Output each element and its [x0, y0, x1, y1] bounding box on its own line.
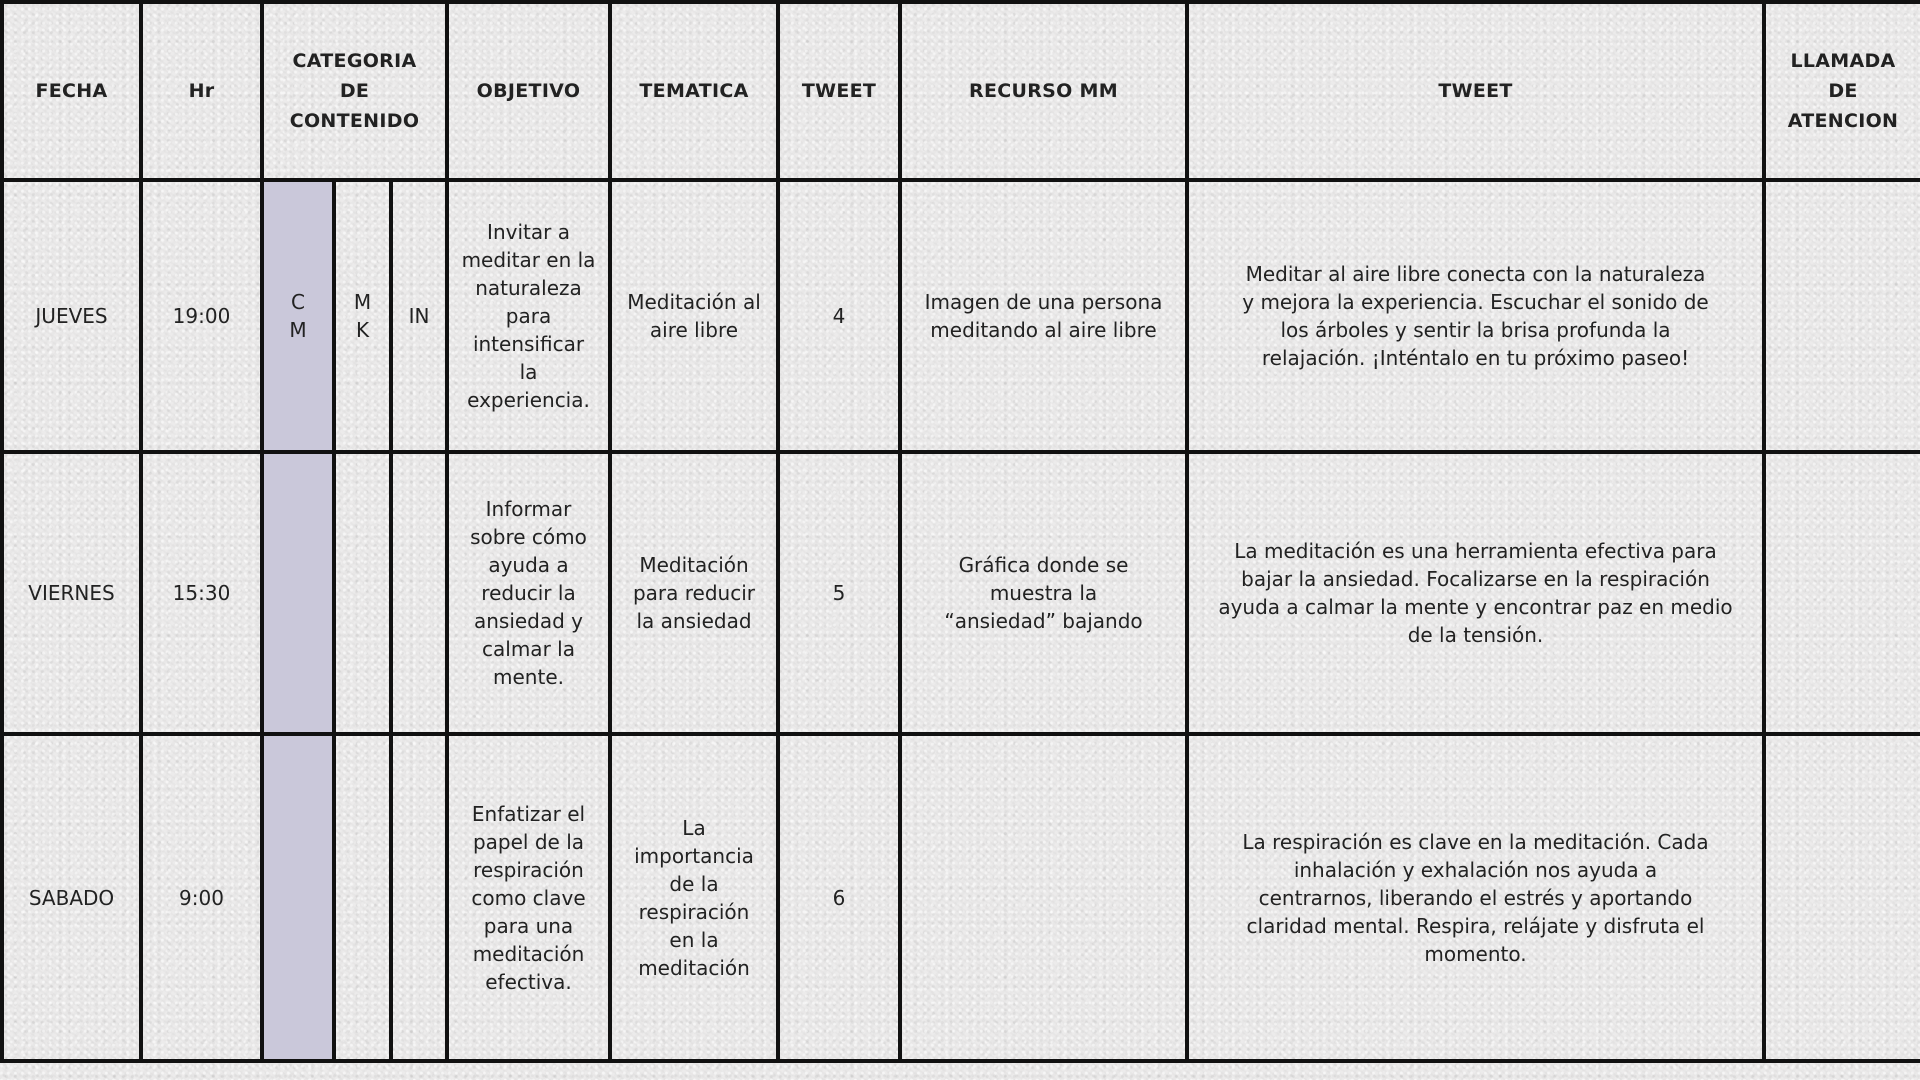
cell-llamada [1764, 452, 1920, 734]
category-in-cell [391, 734, 447, 1061]
table-row [2, 734, 1920, 1061]
cell-tweet: La respiración es clave en la meditación. Cada inhalación y exhalación nos ayuda a centrarnos, liberando el estrés y aportando claridad mental. Respira, relájate y disfruta el momento. [1187, 734, 1764, 1061]
cell-llamada [1764, 180, 1920, 452]
cell-objetivo: Invitar a meditar en la naturaleza para intensificar la experiencia. [447, 180, 610, 452]
cell-tweet-number: 5 [778, 452, 900, 734]
header-hora: Hr [141, 2, 262, 180]
cell-recurso: Gráfica donde se muestra la “ansiedad” bajando [900, 452, 1187, 734]
cell-tweet: Meditar al aire libre conecta con la naturaleza y mejora la experiencia. Escuchar el sonido de los árboles y sentir la brisa profunda la relajación. ¡Inténtalo en tu próximo paseo! [1187, 180, 1764, 452]
header-categoria: CATEGORIA DE CONTENIDO [262, 2, 447, 180]
cell-recurso: Imagen de una persona meditando al aire libre [900, 180, 1187, 452]
cell-tematica: Meditación para reducir la ansiedad [610, 452, 778, 734]
category-cm-cell [262, 452, 334, 734]
cell-tematica: Meditación al aire libre [610, 180, 778, 452]
cell-hora: 19:00 [141, 180, 262, 452]
cell-tematica: La importancia de la respiración en la meditación [610, 734, 778, 1061]
table-row [2, 452, 1920, 734]
category-in-cell [391, 180, 447, 452]
cell-objetivo: Informar sobre cómo ayuda a reducir la ansiedad y calmar la mente. [447, 452, 610, 734]
header-row [2, 2, 1920, 180]
category-mk-label: MK [353, 290, 372, 342]
cell-tweet-number: 6 [778, 734, 900, 1061]
header-objetivo: OBJETIVO [447, 2, 610, 180]
category-cm-label: CM [289, 290, 307, 342]
category-cm-cell [262, 180, 334, 452]
category-in-cell [391, 452, 447, 734]
header-tweet: TWEET [1187, 2, 1764, 180]
category-cm-cell [262, 734, 334, 1061]
cell-tweet: La meditación es una herramienta efectiva para bajar la ansiedad. Focalizarse en la respiración ayuda a calmar la mente y encontrar paz en medio de la tensión. [1187, 452, 1764, 734]
header-recurso: RECURSO MM [900, 2, 1187, 180]
cell-fecha: SABADO [2, 734, 141, 1061]
cell-fecha: JUEVES [2, 180, 141, 452]
category-in-label: IN [408, 304, 430, 328]
cell-llamada [1764, 734, 1920, 1061]
cell-objetivo: Enfatizar el papel de la respiración como clave para una meditación efectiva. [447, 734, 610, 1061]
category-mk-cell [334, 452, 391, 734]
cell-hora: 9:00 [141, 734, 262, 1061]
table-row [2, 180, 1920, 452]
category-mk-cell [334, 180, 391, 452]
header-llamada: LLAMADA DE ATENCION [1764, 2, 1920, 180]
cell-tweet-number: 4 [778, 180, 900, 452]
cell-fecha: VIERNES [2, 452, 141, 734]
cell-hora: 15:30 [141, 452, 262, 734]
category-mk-cell [334, 734, 391, 1061]
header-fecha: FECHA [2, 2, 141, 180]
header-tematica: TEMATICA [610, 2, 778, 180]
cell-recurso [900, 734, 1187, 1061]
header-tweet-number: TWEET [778, 2, 900, 180]
